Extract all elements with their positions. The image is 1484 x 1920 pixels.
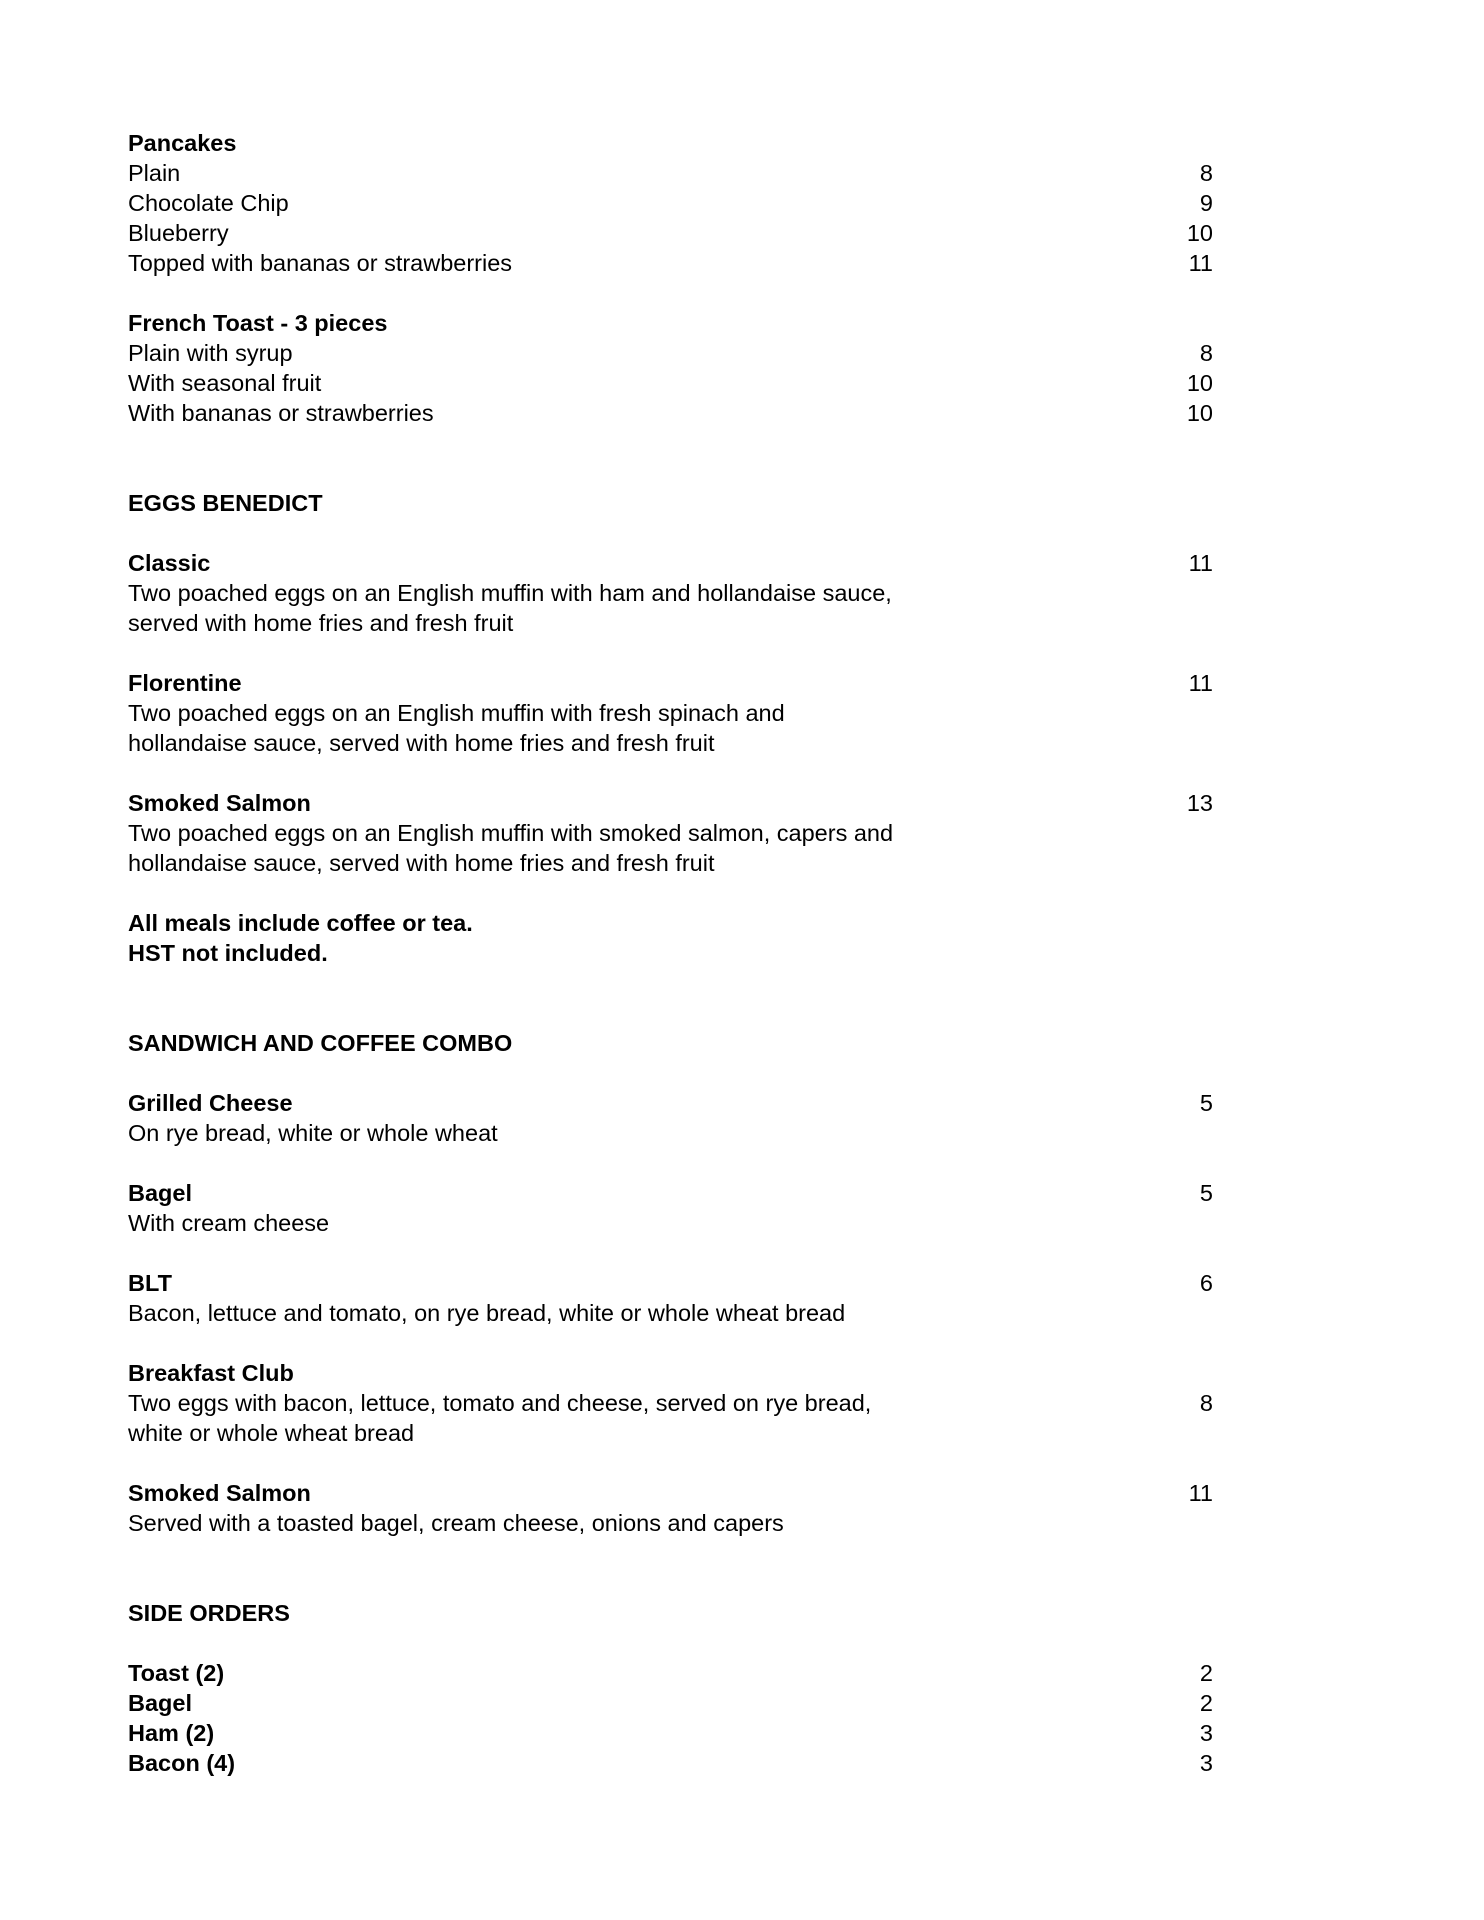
item-name: Classic: [128, 550, 211, 576]
spacer: [128, 428, 1213, 488]
item-price: 2: [1199, 1690, 1213, 1716]
menu-item: [128, 338, 1213, 368]
menu-item: [128, 158, 1213, 188]
item-desc-line: hollandaise sauce, served with home fries and fresh fruit: [128, 850, 715, 876]
item-price: 8: [1199, 340, 1213, 366]
menu-item: [128, 548, 1213, 578]
item-desc-line: On rye bread, white or whole wheat: [128, 1120, 498, 1146]
item-name: Toast (2): [128, 1660, 225, 1686]
item-name: Florentine: [128, 670, 242, 696]
menu-item: [128, 1178, 1213, 1208]
item-price: 6: [1199, 1270, 1213, 1296]
menu-item: [128, 188, 1213, 218]
section-title-pancakes: [128, 128, 1213, 158]
menu-item: [128, 248, 1213, 278]
item-description: [128, 1388, 1213, 1418]
spacer: [128, 758, 1213, 788]
item-description: [128, 1118, 1213, 1148]
item-name: Bagel: [128, 1690, 192, 1716]
section-heading: SANDWICH AND COFFEE COMBO: [128, 1030, 513, 1056]
menu-item: [128, 1088, 1213, 1118]
item-name: Smoked Salmon: [128, 790, 311, 816]
item-description: [128, 608, 1213, 638]
item-desc-line: Two poached eggs on an English muffin with fresh spinach and: [128, 700, 785, 726]
spacer: [128, 1538, 1213, 1598]
item-description: [128, 848, 1213, 878]
item-price: 2: [1199, 1660, 1213, 1686]
item-description: [128, 728, 1213, 758]
item-price: 5: [1199, 1180, 1213, 1206]
note: [128, 908, 1213, 938]
menu-item: [128, 1688, 1213, 1718]
item-price: 5: [1199, 1090, 1213, 1116]
section-heading: EGGS BENEDICT: [128, 490, 323, 516]
section-heading-side-orders: [128, 1598, 1213, 1628]
menu-item: [128, 668, 1213, 698]
spacer: [128, 1328, 1213, 1358]
item-name: Bacon (4): [128, 1750, 236, 1776]
spacer: [128, 638, 1213, 668]
item-description: [128, 1298, 1213, 1328]
item-name: Blueberry: [128, 220, 229, 246]
menu-item: [128, 1748, 1213, 1778]
item-price: 11: [1188, 670, 1213, 696]
item-price: 3: [1199, 1750, 1213, 1776]
item-price: 8: [1199, 1390, 1213, 1416]
item-price: 11: [1188, 1480, 1213, 1506]
item-name: Ham (2): [128, 1720, 215, 1746]
item-description: [128, 578, 1213, 608]
item-desc-line: With cream cheese: [128, 1210, 330, 1236]
item-name: Plain: [128, 160, 181, 186]
section-title: Pancakes: [128, 130, 237, 156]
menu-item: [128, 1268, 1213, 1298]
item-price: 11: [1188, 550, 1213, 576]
spacer: [128, 1058, 1213, 1088]
menu-item: [128, 788, 1213, 818]
item-description: [128, 818, 1213, 848]
item-name: With seasonal fruit: [128, 370, 322, 396]
item-price: 13: [1186, 790, 1213, 816]
spacer: [128, 878, 1213, 908]
menu-item: [128, 1658, 1213, 1688]
menu-item: [128, 1718, 1213, 1748]
item-price: 10: [1186, 220, 1213, 246]
spacer: [128, 1238, 1213, 1268]
item-desc-line: Two poached eggs on an English muffin with ham and hollandaise sauce,: [128, 580, 892, 606]
item-price: 9: [1199, 190, 1213, 216]
menu-item: [128, 368, 1213, 398]
section-heading: SIDE ORDERS: [128, 1600, 290, 1626]
item-price: 11: [1188, 250, 1213, 276]
item-desc-line: Two eggs with bacon, lettuce, tomato and cheese, served on rye bread,: [128, 1390, 872, 1416]
spacer: [128, 1448, 1213, 1478]
menu-page: [128, 128, 1213, 1778]
menu-item: [128, 1478, 1213, 1508]
note: [128, 938, 1213, 968]
section-heading-sandwich-combo: [128, 1028, 1213, 1058]
item-name: BLT: [128, 1270, 172, 1296]
item-name: Breakfast Club: [128, 1360, 294, 1386]
item-price: 8: [1199, 160, 1213, 186]
item-name: Smoked Salmon: [128, 1480, 311, 1506]
item-desc-line: Served with a toasted bagel, cream cheese, onions and capers: [128, 1510, 784, 1536]
menu-item: [128, 1358, 1213, 1388]
spacer: [128, 278, 1213, 308]
item-description: [128, 698, 1213, 728]
item-desc-line: Bacon, lettuce and tomato, on rye bread, white or whole wheat bread: [128, 1300, 846, 1326]
spacer: [128, 518, 1213, 548]
item-desc-line: Two poached eggs on an English muffin with smoked salmon, capers and: [128, 820, 894, 846]
item-name: Plain with syrup: [128, 340, 293, 366]
section-heading-eggs-benedict: [128, 488, 1213, 518]
section-title-french-toast: [128, 308, 1213, 338]
item-name: With bananas or strawberries: [128, 400, 434, 426]
item-description: [128, 1418, 1213, 1448]
item-price: 10: [1186, 370, 1213, 396]
menu-item: [128, 218, 1213, 248]
item-price: 3: [1199, 1720, 1213, 1746]
menu-item: [128, 398, 1213, 428]
note-line: HST not included.: [128, 940, 328, 966]
item-desc-line: white or whole wheat bread: [128, 1420, 415, 1446]
note-line: All meals include coffee or tea.: [128, 910, 473, 936]
item-name: Grilled Cheese: [128, 1090, 293, 1116]
item-desc-line: served with home fries and fresh fruit: [128, 610, 514, 636]
spacer: [128, 968, 1213, 1028]
item-description: [128, 1508, 1213, 1538]
item-name: Topped with bananas or strawberries: [128, 250, 513, 276]
item-desc-line: hollandaise sauce, served with home fries and fresh fruit: [128, 730, 715, 756]
item-description: [128, 1208, 1213, 1238]
item-name: Chocolate Chip: [128, 190, 289, 216]
item-name: Bagel: [128, 1180, 192, 1206]
spacer: [128, 1628, 1213, 1658]
section-title: French Toast - 3 pieces: [128, 310, 388, 336]
item-price: 10: [1186, 400, 1213, 426]
spacer: [128, 1148, 1213, 1178]
